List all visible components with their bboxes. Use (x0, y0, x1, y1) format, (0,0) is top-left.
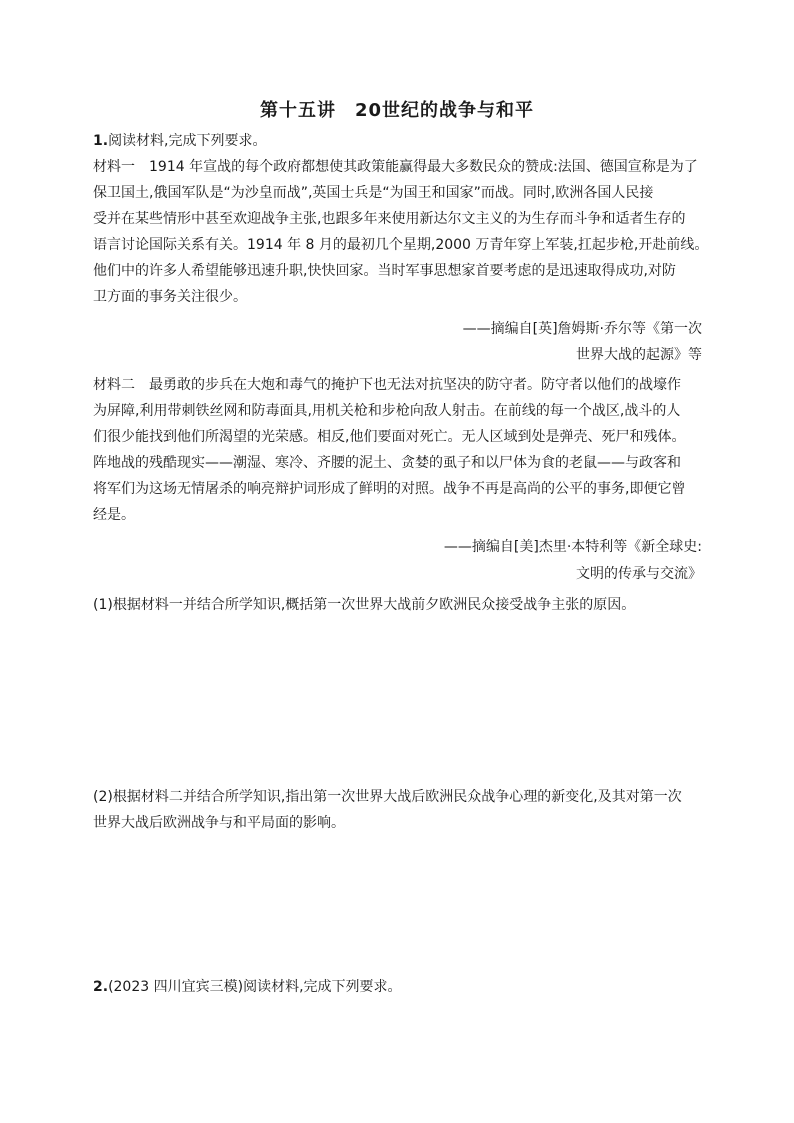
material-1-line: 保卫国土,俄国军队是“为沙皇而战”,英国士兵是“为国王和国家”而战。同时,欧洲各国人民接 (93, 185, 654, 201)
page-title: 第十五讲 20世纪的战争与和平 (259, 100, 535, 121)
material-1-line: 受并在某些情形中甚至欢迎战争主张,也跟多年来使用新达尔文主义的为生存而斗争和适者生存的 (93, 211, 686, 227)
material-1-source-1: ——摘编自[英]詹姆斯·乔尔等《第一次 (462, 321, 702, 337)
material-1-line: 语言讨论国际关系有关。1914 年 8 月的最初几个星期,2000 万青年穿上军装,扛起步枪,开赴前线。 (93, 237, 709, 253)
sub-question-2: (2)根据材料二并结合所学知识,指出第一次世界大战后欧洲民众战争心理的新变化,及其对第一次 世界大战后欧洲战争与和平局面的影响。 (93, 789, 682, 831)
question-1-header (93, 128, 713, 154)
material-1-line: 卫方面的事务关注很少。 (93, 289, 247, 305)
material-1-line: 材料一 1914 年宣战的每个政府都想使其政策能赢得最大多数民众的赞成:法国、德国宣称是为了 (93, 159, 698, 175)
material-2-line: 们很少能找到他们所渴望的光荣感。相反,他们要面对死亡。无人区域到处是弹壳、死尸和残体。 (93, 429, 686, 445)
question-1-prompt: 阅读材料,完成下列要求。 (108, 133, 267, 149)
question-2-prompt: (2023 四川宜宾三模)阅读材料,完成下列要求。 (108, 979, 402, 995)
material-2-line: 经是。 (93, 507, 135, 523)
material-2-line: 将军们为这场无情屠杀的响亮辩护词形成了鲜明的对照。战争不再是高尚的公平的事务,即便它曾 (93, 481, 686, 497)
question-2-header (93, 974, 713, 1000)
material-2-source-1: ——摘编自[美]杰里·本特利等《新全球史: (443, 539, 702, 555)
material-2-line: 材料二 最勇敢的步兵在大炮和毒气的掩护下也无法对抗坚决的防守者。防守者以他们的战壕作 (93, 377, 681, 393)
question-2-number: 2. (93, 979, 109, 995)
material-2-line: 为屏障,利用带刺铁丝网和防毒面具,用机关枪和步枪向敌人射击。在前线的每一个战区,战斗的人 (93, 403, 681, 419)
sub-question-1: (1)根据材料一并结合所学知识,概括第一次世界大战前夕欧洲民众接受战争主张的原因。 (93, 597, 636, 613)
material-2-line: 阵地战的残酷现实——潮湿、寒冷、齐腰的泥土、贪婪的虱子和以尸体为食的老鼠——与政客和 (93, 455, 681, 471)
material-2-source-2: 文明的传承与交流》 (576, 566, 702, 582)
material-1-source-2: 世界大战的起源》等 (576, 347, 702, 363)
question-1-number: 1. (93, 133, 109, 149)
material-1 (93, 154, 713, 310)
material-2 (93, 372, 713, 528)
material-1-line: 他们中的许多人希望能够迅速升职,快快回家。当时军事思想家首要考虑的是迅速取得成功,对防 (93, 263, 676, 279)
